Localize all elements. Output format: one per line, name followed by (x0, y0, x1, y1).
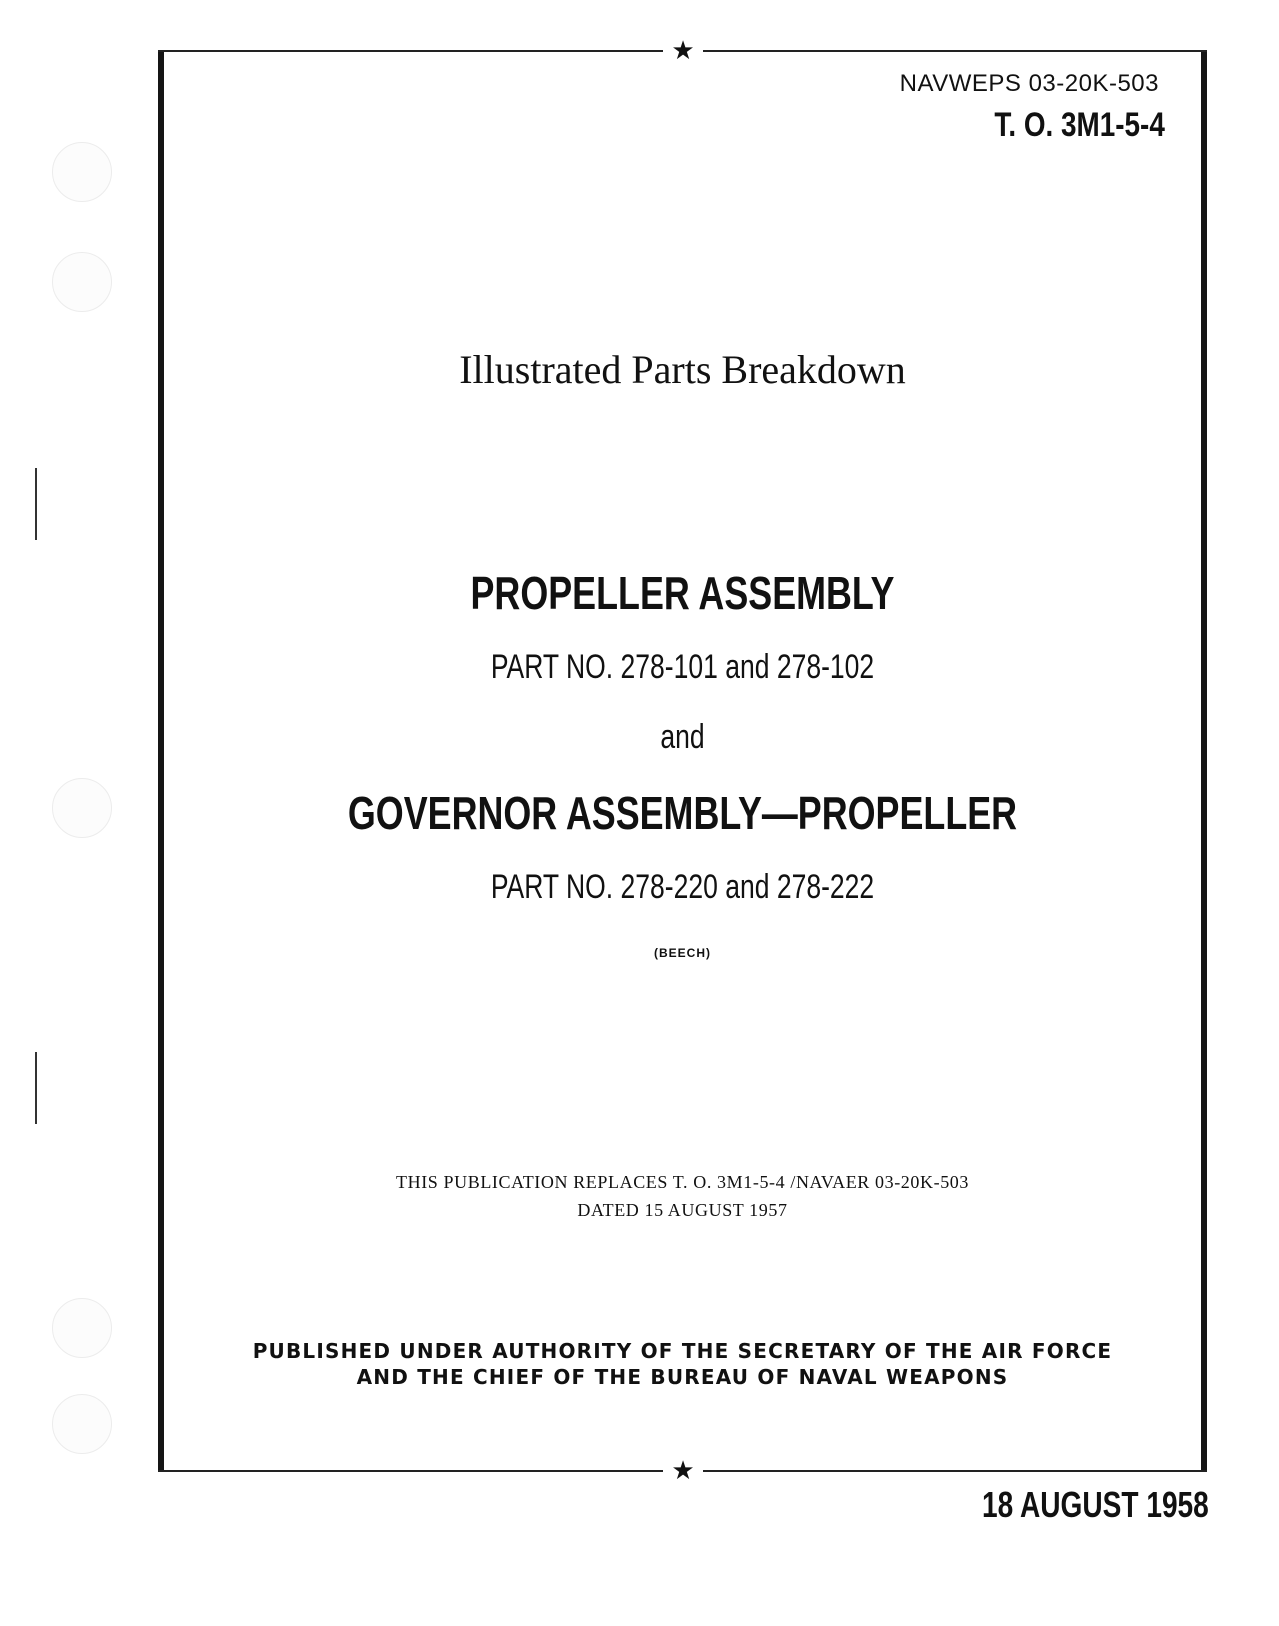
frame-left-border (158, 50, 164, 1470)
binder-hole (52, 252, 112, 312)
star-icon: ★ (671, 36, 695, 66)
binder-hole (52, 1394, 112, 1454)
star-icon: ★ (671, 1456, 695, 1486)
scan-mark (35, 468, 37, 540)
replaces-line-2: DATED 15 AUGUST 1957 (577, 1200, 788, 1220)
navweps-number: NAVWEPS 03-20K-503 (899, 70, 1159, 97)
document-title: Illustrated Parts Breakdown (459, 347, 906, 392)
authority-line-2: AND THE CHIEF OF THE BUREAU OF NAVAL WEAPONS (356, 1365, 1009, 1389)
governor-part-numbers-text: PART NO. 278-220 and 278-222 (490, 868, 875, 906)
propeller-part-numbers (164, 648, 1201, 687)
conjunction (164, 718, 1201, 757)
governor-heading-text: GOVERNOR ASSEMBLY—PROPELLER (347, 787, 1018, 839)
to-number: T. O. 3M1-5-4 (994, 106, 1165, 144)
frame-right-border (1201, 50, 1207, 1470)
binder-hole (52, 142, 112, 202)
governor-heading (164, 786, 1201, 840)
replaces-notice (164, 1168, 1201, 1224)
conjunction-text: and (660, 718, 705, 756)
binder-hole (52, 1298, 112, 1358)
propeller-part-numbers-text: PART NO. 278-101 and 278-102 (490, 648, 875, 686)
frame-top-rule (703, 50, 1207, 52)
binder-hole (52, 778, 112, 838)
governor-part-numbers (164, 868, 1201, 907)
scan-mark (35, 1052, 37, 1124)
authority-notice (164, 1338, 1201, 1390)
replaces-line-1: THIS PUBLICATION REPLACES T. O. 3M1-5-4 /NAVAER 03-20K-503 (396, 1172, 969, 1192)
propeller-heading-text: PROPELLER ASSEMBLY (470, 567, 895, 619)
publication-date: 18 AUGUST 1958 (982, 1484, 1209, 1525)
frame-bottom-rule (703, 1470, 1207, 1472)
frame-bottom-rule (158, 1470, 663, 1472)
authority-line-1: PUBLISHED UNDER AUTHORITY OF THE SECRETARY OF THE AIR FORCE (252, 1339, 1113, 1363)
frame-top-rule (158, 50, 663, 52)
propeller-heading (164, 566, 1201, 620)
manufacturer: (BEECH) (654, 946, 711, 960)
